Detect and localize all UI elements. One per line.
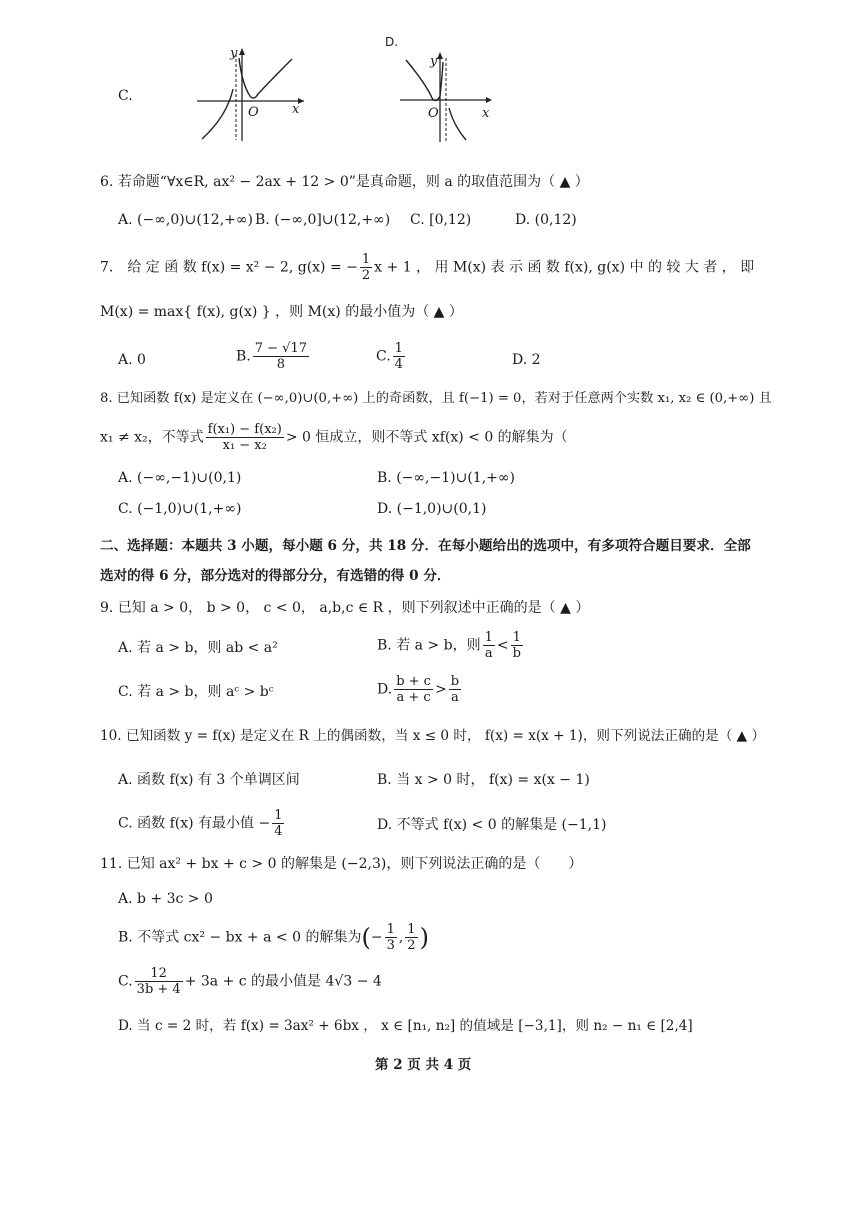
q11-option-c: C. $\frac{12}{3b + 4}$ + 3a + c 的最小值是 4√3 − 4 [118, 966, 382, 997]
question-7-stem-2: M(x) = max{ f(x), g(x) } ，则 M(x) 的最小值为（ ▲ ） [100, 304, 463, 320]
q8-option-d: D. (−1,0)∪(0,1) [377, 501, 487, 517]
q9-option-a: A. 若 a > b，则 ab < a² [118, 640, 278, 656]
q7-option-c: C. $\frac{1}{4}$ [376, 341, 403, 372]
question-6-stem: 6. 若命题“∀x∈R, ax² − 2ax + 12 > 0”是真命题，则 a 的取值范围为（ ▲ ） [100, 174, 589, 190]
q11-option-b: B. 不等式 cx² − bx + a < 0 的解集为(− $\frac{1}{3}$ , $\frac{1}{2}$ ) [118, 922, 429, 953]
q6-option-c: C. [0,12) [410, 212, 472, 228]
q11-option-a: A. b + 3c > 0 [118, 891, 213, 907]
q6-option-a: A. (−∞,0)∪(12,+∞) [118, 212, 253, 228]
q10-option-d: D. 不等式 f(x) < 0 的解集是 (−1,1) [377, 817, 607, 833]
question-9-stem: 9. 已知 a > 0， b > 0， c < 0， a,b,c ∈ R ，则下列叙述中正确的是（ ▲ ） [100, 600, 590, 616]
origin-label: O [248, 105, 259, 120]
graph-d [398, 48, 498, 144]
question-8-stem-2: x₁ ≠ x₂，不等式 $\frac{\text{f(x₁) − f(x₂)}}{\text{x₁ − x₂}}$ > 0 恒成立，则不等式 xf(x) < 0 的解集为（ [100, 422, 568, 453]
q10-option-b: B. 当 x > 0 时， f(x) = x(x − 1) [377, 772, 590, 788]
q7-option-a: A. 0 [118, 352, 146, 368]
page-footer: 第 2 页 共 4 页 [375, 1057, 472, 1073]
q11-option-d: D. 当 c = 2 时，若 f(x) = 3ax² + 6bx ， x ∈ [n₁, n₂] 的值域是 [−3,1]，则 n₂ − n₁ ∈ [2,4] [118, 1018, 693, 1034]
option-c-label: C. [118, 88, 133, 104]
graph-c [192, 44, 312, 144]
q10-option-c: C. 函数 f(x) 有最小值 − $\frac{1}{4}$ [118, 808, 283, 839]
q7-option-b: B. $\frac{7 - √17}{8}$ [236, 341, 308, 372]
question-11-stem: 11. 已知 ax² + bx + c > 0 的解集是 (−2,3)，则下列说法正确的是（ ） [100, 856, 583, 872]
origin-label: O [428, 106, 439, 121]
option-d-label: D. [385, 35, 399, 49]
q8-option-c: C. (−1,0)∪(1,+∞) [118, 501, 242, 517]
axis-x-label: x [292, 102, 300, 117]
axis-x-label: x [482, 106, 490, 121]
q9-option-b: B. 若 a > b，则 $\frac{1}{a}$ < $\frac{1}{b}$ [377, 630, 521, 661]
q8-option-a: A. (−∞,−1)∪(0,1) [118, 470, 242, 486]
section-2-heading-2: 选对的得 6 分，部分选对的得部分分，有选错的得 0 分． [100, 568, 451, 584]
question-8-stem: 8. 已知函数 f(x) 是定义在 (−∞,0)∪(0,+∞) 上的奇函数，且 f(−1) = 0，若对于任意两个实数 x₁, x₂ ∈ (0,+∞) 且 [100, 391, 772, 406]
question-10-stem: 10. 已知函数 y = f(x) 是定义在 R 上的偶函数，当 x ≤ 0 时， f(x) = x(x + 1)，则下列说法正确的是（ ▲ ） [100, 728, 766, 744]
axis-y-label: y [430, 54, 438, 69]
section-2-heading: 二、选择题：本题共 3 小题，每小题 6 分，共 18 分．在每小题给出的选项中，有多项符合题目要求．全部 [100, 538, 751, 554]
q6-option-b: B. (−∞,0]∪(12,+∞) [255, 212, 391, 228]
question-7-stem: 7． 给 定 函 数 f(x) = x² − 2, g(x) = − $\frac{1}{2}$ x + 1 ， 用 M(x) 表 示 函 数 f(x), g(x) 中 的 较 大 者 ， 即 [100, 252, 755, 283]
axis-y-label: y [230, 46, 238, 61]
q6-option-d: D. (0,12) [515, 212, 577, 228]
q10-option-a: A. 函数 f(x) 有 3 个单调区间 [118, 772, 300, 788]
q9-option-d: D. $\frac{b + c}{a + c}$ > $\frac{b}{a}$ [377, 674, 460, 705]
q8-option-b: B. (−∞,−1)∪(1,+∞) [377, 470, 515, 486]
q7-option-d: D. 2 [512, 352, 541, 368]
q9-option-c: C. 若 a > b，则 aᶜ > bᶜ [118, 684, 274, 700]
